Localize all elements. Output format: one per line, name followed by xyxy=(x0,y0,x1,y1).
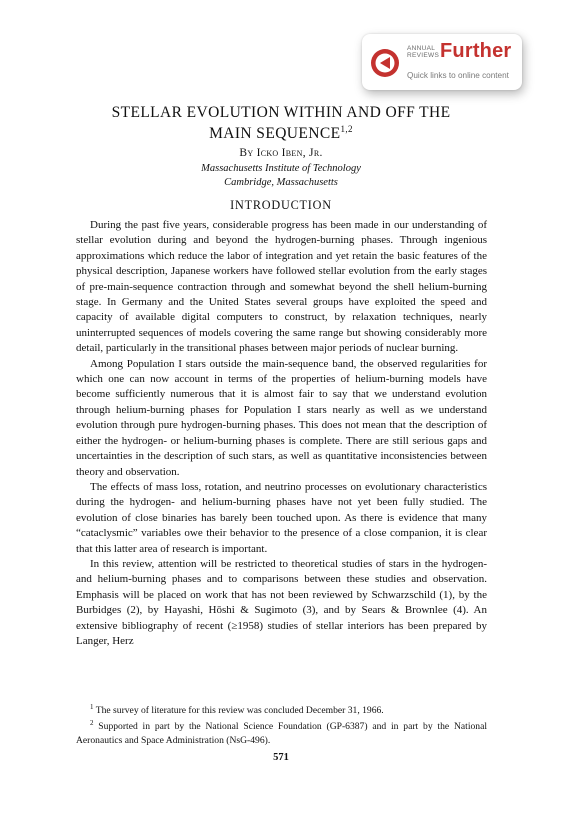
further-wordmark: Further xyxy=(440,40,512,62)
footnote: $^2$ Supported in part by the National Science Foundation (GP-6387) and in part by the National Aeronautics and Space Administration (NsG-496). xyxy=(76,719,487,746)
paragraph: In this review, attention will be restricted to theoretical studies of stars in the hydrogen- and helium-burning phases and to comparisons between these studies and observation. Emphasis will be placed on work that has not been reviewed by Schwarzschild (1), by the Burbidges (2), by Hayashi, Hōshi & Sugimoto (3), and by Sears & Brownlee (4). An extensive bibliography of recent (≥1958) studies of stellar interiors has been prepared by Langer, Herz xyxy=(76,557,487,647)
paragraph: The effects of mass loss, rotation, and neutrino processes on evolutionary characteristics during the hydrogen- and helium-burning phases have not yet been fully studied. The evolution of close binaries has barely been touched upon. As there is evidence that many “cataclysmic” variables owe their behavior to the presence of a close companion, it is clear that this latter area of research is important. xyxy=(76,480,487,555)
body-text xyxy=(76,218,487,649)
article-title: STELLAR EVOLUTION WITHIN AND OFF THE MAIN SEQUENCE$^{1,2}$ xyxy=(111,104,451,143)
author-line: By Icko Iben, Jr. xyxy=(239,147,323,159)
author-affiliation: Massachusetts Institute of Technology xyxy=(201,163,361,174)
paragraph: During the past five years, considerable progress has been made in our understanding of stellar evolution during and beyond the hydrogen-burning phases. Through ingenious approximations which reduce the labor of integration and yet retain the basic features of the physical description, Japanese workers have followed stellar evolution from the early stages of pre-main-sequence contraction through and somewhat beyond the shell helium-burning stage. In Germany and the United States several groups have exploited the speed and capacity of available digital computers to construct, by relaxation techniques, nearly uninterrupted sequences of models covering the same range but showing considerably more detail, particularly in the transitional phases between major periods of nuclear burning. xyxy=(76,219,487,355)
page-number: 571 xyxy=(273,752,289,763)
author-location: Cambridge, Massachusetts xyxy=(224,177,338,188)
footnotes xyxy=(76,701,487,747)
title-footnote-marks: 1,2 xyxy=(340,124,353,134)
footnote: $^1$ The survey of literature for this review was concluded December 31, 1966. xyxy=(90,703,384,717)
further-tagline: Quick links to online content xyxy=(407,71,509,80)
publisher-name: ANNUAL REVIEWS xyxy=(407,45,440,59)
paragraph: Among Population I stars outside the main-sequence band, the observed regularities for which one can now account in terms of the properties of helium-burning models have become sufficiently numerous that it is almost fair to say that we understand evolution through helium-burning phases for Population I stars nearly as well as we understand evolution through pure hydrogen-burning phases. This does not mean that the description of either the hydrogen- or helium-burning phases is complete. There are still serious gaps and uncertainties in the description of such stars, as well as quantitative inconsistencies between theory and observation. xyxy=(76,357,487,478)
section-heading: INTRODUCTION xyxy=(230,198,332,212)
annual-reviews-logo-icon xyxy=(370,48,400,78)
further-badge[interactable] xyxy=(362,34,522,90)
